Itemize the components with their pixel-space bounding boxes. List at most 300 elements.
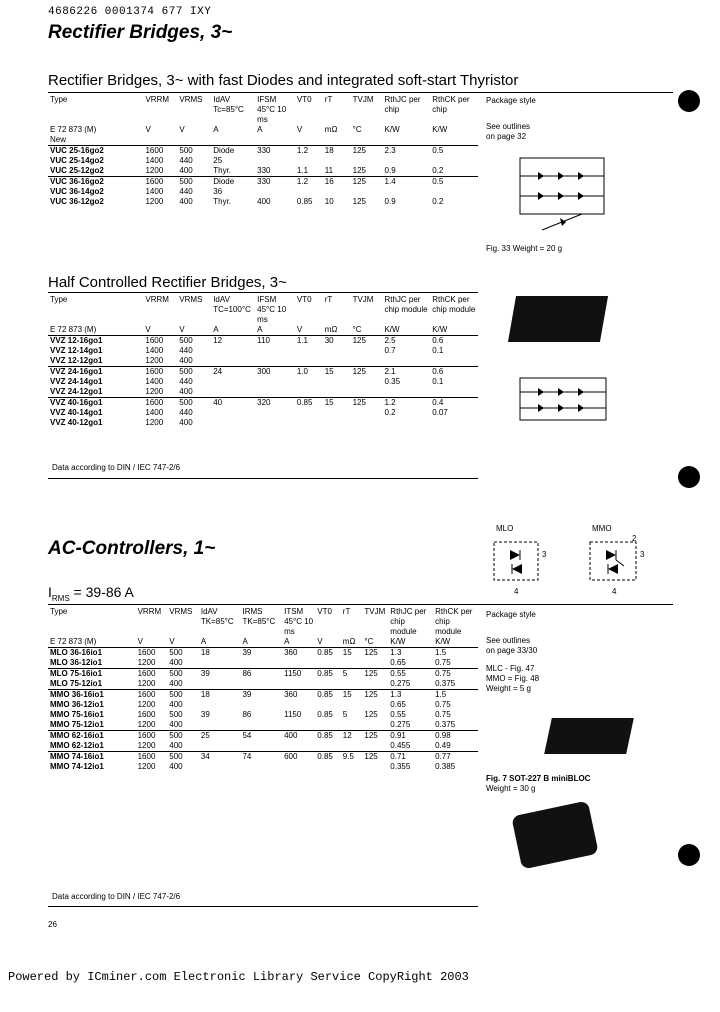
value-cell: [323, 387, 351, 398]
value-cell: 360: [284, 690, 298, 699]
outline-page: on page 33/30: [486, 646, 538, 655]
value-cell: 36: [213, 187, 223, 196]
units-row: [48, 325, 478, 336]
value-cell: 0.275: [390, 679, 411, 688]
table-row: [48, 146, 478, 157]
value-cell: [362, 700, 388, 710]
type-cell: VVZ 40-12go1: [50, 418, 103, 427]
value-cell: 125: [352, 177, 366, 186]
table-row: [48, 367, 478, 378]
value-cell: 0.4: [432, 398, 444, 407]
value-cell: 25: [213, 156, 223, 165]
col-rt: rT: [342, 607, 351, 616]
package-style-label: Package style: [486, 610, 536, 619]
value-cell: [362, 679, 388, 690]
value-cell: 1600: [145, 336, 164, 345]
value-cell: 125: [352, 336, 366, 345]
value-cell: 1200: [145, 418, 164, 427]
table-row: [48, 648, 478, 659]
value-cell: 0.7: [384, 346, 396, 355]
package-style-label: Package style: [486, 96, 536, 105]
unit: K/W: [435, 637, 451, 646]
value-cell: [315, 720, 341, 731]
type-cell: MMO 62-12io1: [50, 741, 104, 750]
unit: V: [296, 125, 303, 134]
mmo-label: MMO: [592, 524, 612, 533]
unit: V: [179, 125, 185, 134]
page-number: 26: [48, 920, 57, 929]
type-cell: VVZ 40-16go1: [50, 398, 103, 407]
value-cell: [383, 156, 431, 166]
value-cell: 0.9: [384, 166, 396, 175]
value-cell: 1600: [145, 367, 164, 376]
value-cell: 1.5: [435, 690, 447, 699]
barcode-text: 4686226 0001374 677 IXY: [48, 6, 212, 18]
value-cell: [240, 679, 282, 690]
value-cell: 1200: [145, 197, 164, 206]
value-cell: 125: [364, 648, 378, 657]
rectifier-module-image: [508, 296, 608, 342]
type-cell: MMO 62-16io1: [50, 731, 104, 740]
value-cell: 500: [169, 648, 183, 657]
section3-note: Data according to DIN / IEC 747-2/6: [52, 892, 181, 901]
col-vrrm: VRRM: [137, 607, 162, 616]
binder-hole-3: [678, 844, 700, 866]
value-cell: 500: [179, 336, 193, 345]
col-vrrm: VRRM: [145, 95, 170, 104]
value-cell: 0.75: [435, 700, 451, 709]
value-cell: [282, 720, 315, 731]
section2-bottom-rule: [48, 478, 478, 479]
section2-heading: Half Controlled Rectifier Bridges, 3~: [48, 274, 287, 291]
unit: V: [145, 125, 151, 134]
value-cell: 39: [200, 669, 210, 678]
value-cell: 500: [179, 146, 193, 155]
value-cell: 440: [179, 156, 193, 165]
type-cell: VUC 25-12go2: [50, 166, 104, 175]
miniBLOC-module-image: [544, 718, 634, 754]
value-cell: 1200: [137, 658, 156, 667]
value-cell: 0.75: [435, 658, 451, 667]
value-cell: 0.85: [317, 710, 333, 719]
section1-heading: Rectifier Bridges, 3~ with fast Diodes and integrated soft-start Thyristor: [48, 72, 519, 89]
value-cell: 0.1: [432, 377, 444, 386]
weight-5g: Weight = 5 g: [486, 684, 531, 693]
value-cell: [341, 762, 363, 772]
value-cell: 30: [324, 336, 334, 345]
weight-30g: Weight = 30 g: [486, 784, 536, 793]
value-cell: [211, 356, 255, 367]
col-tvjm: TVJM: [352, 95, 374, 104]
mmo-circuit-symbol: [588, 536, 640, 586]
col-ifsm: IFSM 45°C 10 ms: [257, 295, 287, 324]
value-cell: [351, 408, 383, 418]
value-cell: 0.5: [432, 146, 444, 155]
col-tvjm: TVJM: [352, 295, 374, 304]
table-row: [48, 720, 478, 731]
value-cell: [199, 741, 241, 752]
value-cell: [351, 156, 383, 166]
value-cell: 0.65: [390, 700, 406, 709]
value-cell: 2.3: [384, 146, 396, 155]
value-cell: 0.85: [317, 752, 333, 761]
value-cell: 1400: [145, 377, 164, 386]
unit: A: [200, 637, 207, 646]
pin-label-4a: 4: [514, 587, 519, 596]
value-cell: 1600: [137, 690, 156, 699]
table-row: [48, 658, 478, 669]
col-itsm: ITSM 45°C 10 ms: [284, 607, 314, 636]
value-cell: [323, 377, 351, 387]
value-cell: 500: [169, 669, 183, 678]
table-row: [48, 669, 478, 680]
irms-symbol: I: [48, 584, 52, 600]
value-cell: [199, 679, 241, 690]
value-cell: 1150: [284, 710, 302, 719]
value-cell: 0.9: [384, 197, 396, 206]
type-cell: MMO 75-12io1: [50, 720, 104, 729]
value-cell: 34: [200, 752, 210, 761]
value-cell: 0.455: [390, 741, 411, 750]
value-cell: 500: [169, 710, 183, 719]
unit: V: [179, 325, 185, 334]
value-cell: 0.85: [296, 398, 313, 407]
value-cell: 0.375: [435, 679, 456, 688]
units-row: [48, 125, 478, 146]
value-cell: [382, 356, 430, 367]
value-cell: 500: [179, 367, 193, 376]
value-cell: [383, 187, 431, 197]
value-cell: 0.355: [390, 762, 411, 771]
value-cell: 500: [169, 690, 183, 699]
table-row: [48, 177, 478, 188]
value-cell: 1200: [145, 387, 164, 396]
value-cell: 320: [257, 398, 271, 407]
unit: °C: [352, 325, 362, 334]
value-cell: [295, 187, 323, 197]
table-row: [48, 187, 478, 197]
value-cell: 10: [324, 197, 334, 206]
value-cell: 1200: [137, 741, 156, 750]
section3-rows: [48, 648, 478, 773]
footer-copyright: Powered by ICminer.com Electronic Library Service CopyRight 2003: [8, 970, 469, 984]
value-cell: 440: [179, 408, 193, 417]
table-header-row: [48, 607, 478, 637]
value-cell: 500: [179, 177, 193, 186]
type-cell: VVZ 24-16go1: [50, 367, 103, 376]
value-cell: [315, 741, 341, 752]
value-cell: 1400: [145, 156, 164, 165]
pin-label-2: 2: [632, 534, 637, 543]
value-cell: [211, 387, 255, 398]
value-cell: 1600: [145, 398, 164, 407]
value-cell: 440: [179, 187, 193, 196]
table-row: [48, 752, 478, 763]
value-cell: 1600: [145, 177, 164, 186]
value-cell: 86: [242, 669, 252, 678]
value-cell: 400: [179, 418, 193, 427]
value-cell: 1400: [145, 408, 164, 417]
table-row: [48, 679, 478, 690]
value-cell: [199, 700, 241, 710]
value-cell: [351, 187, 383, 197]
type-cell: VUC 25-16go2: [50, 146, 104, 155]
value-cell: [255, 387, 295, 398]
sot227-module-image: [511, 800, 599, 869]
value-cell: 54: [242, 731, 252, 740]
value-cell: [295, 346, 323, 356]
value-cell: [240, 700, 282, 710]
unit: A: [284, 637, 290, 646]
type-cell: VVZ 12-12go1: [50, 356, 103, 365]
value-cell: 5: [342, 710, 348, 719]
value-cell: 125: [352, 197, 366, 206]
value-cell: 86: [242, 710, 252, 719]
unit: A: [213, 325, 219, 334]
section3-table: [48, 607, 478, 772]
value-cell: [351, 387, 383, 398]
unit: K/W: [384, 325, 400, 334]
value-cell: 440: [179, 377, 193, 386]
section3-rule: [48, 604, 673, 605]
value-cell: 0.71: [390, 752, 406, 761]
type-cell: VUC 36-14go2: [50, 187, 104, 196]
value-cell: 1600: [145, 146, 164, 155]
value-cell: 0.2: [432, 166, 444, 175]
value-cell: [255, 346, 295, 356]
pin-label-3a: 3: [542, 550, 547, 559]
value-cell: [282, 658, 315, 669]
value-cell: 18: [200, 648, 210, 657]
value-cell: 0.85: [317, 669, 333, 678]
value-cell: [255, 156, 295, 166]
value-cell: 1600: [137, 669, 156, 678]
value-cell: 0.75: [435, 710, 451, 719]
value-cell: 0.55: [390, 669, 406, 678]
value-cell: [282, 700, 315, 710]
value-cell: 0.385: [435, 762, 456, 771]
value-cell: [351, 346, 383, 356]
section3-bottom-rule: [48, 906, 478, 907]
value-cell: [295, 156, 323, 166]
table-row: [48, 197, 478, 207]
unit: V: [317, 637, 323, 646]
value-cell: [382, 387, 430, 398]
value-cell: [199, 762, 241, 772]
value-cell: [315, 658, 341, 669]
value-cell: 1600: [137, 752, 156, 761]
mmo-fig-ref: MMO = Fig. 48: [486, 674, 540, 683]
col-type: Type: [50, 95, 68, 104]
unit: V: [169, 637, 175, 646]
value-cell: 1200: [137, 679, 156, 688]
value-cell: 11: [324, 166, 334, 175]
value-cell: 400: [179, 166, 193, 175]
value-cell: [430, 418, 478, 428]
section2-table: [48, 295, 478, 428]
value-cell: 1200: [137, 700, 156, 709]
value-cell: [199, 720, 241, 731]
unit: V: [137, 637, 143, 646]
value-cell: 125: [364, 669, 378, 678]
section2-rows: [48, 336, 478, 429]
col-rthck: RthCK per chip: [432, 95, 470, 114]
col-idav: IdAV Tc=85°C: [213, 95, 244, 114]
value-cell: 2.5: [384, 336, 396, 345]
col-idav: IdAV TC=100°C: [213, 295, 251, 314]
value-cell: [255, 356, 295, 367]
value-cell: [315, 700, 341, 710]
value-cell: 125: [364, 752, 378, 761]
value-cell: 0.98: [435, 731, 451, 740]
value-cell: 1.1: [296, 166, 309, 175]
value-cell: 0.85: [317, 731, 333, 740]
value-cell: 1.2: [384, 398, 396, 407]
value-cell: 18: [324, 146, 334, 155]
value-cell: 600: [284, 752, 298, 761]
value-cell: [255, 187, 295, 197]
type-cell: MLO 75-16io1: [50, 669, 103, 678]
value-cell: 125: [352, 146, 366, 155]
value-cell: [323, 418, 351, 428]
value-cell: [295, 418, 323, 428]
value-cell: [341, 658, 363, 669]
unit: mΩ: [324, 125, 338, 134]
col-idav: IdAV TK=85°C: [200, 607, 234, 626]
mlo-fig-ref: MLC - Fig. 47: [486, 664, 535, 673]
value-cell: [362, 658, 388, 669]
value-cell: 15: [324, 367, 334, 376]
value-cell: 1.3: [390, 648, 402, 657]
table-row: [48, 710, 478, 720]
value-cell: 12: [213, 336, 223, 345]
value-cell: [341, 741, 363, 752]
see-outlines: See outlines: [486, 636, 531, 645]
value-cell: 400: [169, 700, 183, 709]
value-cell: [240, 762, 282, 772]
value-cell: 0.1: [432, 346, 444, 355]
value-cell: 1200: [145, 356, 164, 365]
value-cell: [295, 387, 323, 398]
type-cell: MLO 36-16io1: [50, 648, 103, 657]
value-cell: [323, 187, 351, 197]
unit: V: [296, 325, 303, 334]
value-cell: 0.77: [435, 752, 451, 761]
table-row: [48, 336, 478, 347]
value-cell: [211, 408, 255, 418]
table-row: [48, 408, 478, 418]
value-cell: 2.1: [384, 367, 396, 376]
col-tvjm: TVJM: [364, 607, 386, 616]
col-vrrm: VRRM: [145, 295, 169, 304]
value-cell: 16: [324, 177, 334, 186]
type-cell: VVZ 12-14go1: [50, 346, 103, 355]
unit: mΩ: [324, 325, 338, 334]
see-outlines: See outlines: [486, 122, 531, 131]
value-cell: 1200: [145, 166, 164, 175]
table-row: [48, 741, 478, 752]
value-cell: 0.85: [317, 648, 333, 657]
value-cell: 0.07: [432, 408, 448, 417]
value-cell: [211, 418, 255, 428]
unit: K/W: [390, 637, 406, 646]
value-cell: [282, 679, 315, 690]
section1-table: [48, 95, 478, 207]
type-cell: VVZ 24-12go1: [50, 387, 103, 396]
value-cell: 400: [179, 197, 193, 206]
value-cell: 0.91: [390, 731, 406, 740]
value-cell: 18: [200, 690, 210, 699]
col-vt0: VT0: [296, 95, 312, 104]
value-cell: 0.5: [432, 177, 444, 186]
pin-label-4b: 4: [612, 587, 617, 596]
value-cell: 400: [169, 720, 183, 729]
table-row: [48, 398, 478, 409]
value-cell: [282, 762, 315, 772]
value-cell: 400: [169, 741, 183, 750]
ac-controllers-title: AC-Controllers, 1~: [48, 538, 216, 559]
value-cell: 39: [200, 710, 210, 719]
value-cell: [430, 387, 478, 398]
value-cell: [282, 741, 315, 752]
value-cell: 400: [179, 356, 193, 365]
value-cell: 110: [257, 336, 270, 345]
value-cell: 39: [242, 690, 252, 699]
value-cell: 24: [213, 367, 223, 376]
value-cell: [341, 679, 363, 690]
value-cell: [430, 156, 478, 166]
table-row: [48, 387, 478, 398]
value-cell: 0.2: [432, 197, 444, 206]
unit: K/W: [384, 125, 400, 134]
col-rt: rT: [324, 295, 333, 304]
binder-hole-2: [678, 466, 700, 488]
table-row: [48, 762, 478, 772]
col-vt0: VT0: [296, 295, 312, 304]
value-cell: [295, 356, 323, 367]
value-cell: 400: [169, 658, 183, 667]
value-cell: 125: [364, 690, 378, 699]
value-cell: 500: [169, 752, 183, 761]
binder-hole-1: [678, 90, 700, 112]
section2-circuit-diagram: [514, 372, 614, 428]
value-cell: [362, 741, 388, 752]
irms-value: = 39-86 A: [69, 584, 134, 600]
type-cell: VUC 36-12go2: [50, 197, 104, 206]
value-cell: 0.2: [384, 408, 396, 417]
value-cell: [315, 679, 341, 690]
table-row: [48, 377, 478, 387]
ul-mark: E 72 873 (M): [50, 125, 97, 134]
fig33-caption: Fig. 33 Weight = 20 g: [486, 244, 563, 253]
value-cell: 400: [169, 762, 183, 771]
col-rthjc: RthJC per chip module: [390, 607, 427, 636]
value-cell: 74: [242, 752, 252, 761]
value-cell: [240, 720, 282, 731]
value-cell: 1.2: [296, 146, 309, 155]
value-cell: [341, 700, 363, 710]
type-cell: MMO 75-16io1: [50, 710, 104, 719]
value-cell: [255, 408, 295, 418]
value-cell: 0.75: [435, 669, 451, 678]
col-irms: IRMS TK=85°C: [242, 607, 276, 626]
value-cell: 0.49: [435, 741, 451, 750]
value-cell: [255, 418, 295, 428]
type-cell: VVZ 40-14go1: [50, 408, 103, 417]
type-cell: VVZ 12-16go1: [50, 336, 103, 345]
ul-mark: E 72 873 (M): [50, 325, 97, 334]
table-row: [48, 700, 478, 710]
